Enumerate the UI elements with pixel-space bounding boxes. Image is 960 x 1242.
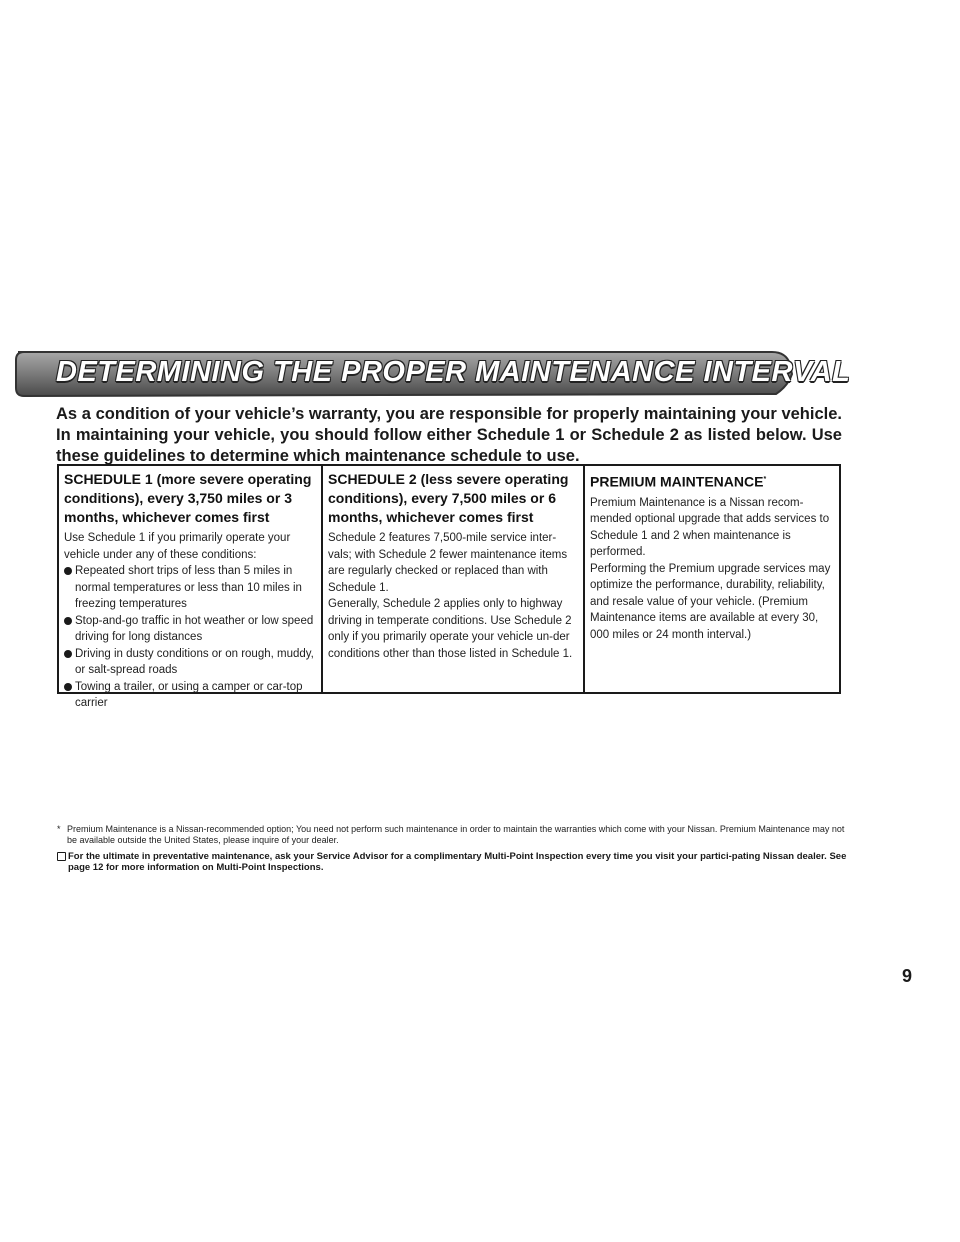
schedule1-column: [59, 466, 321, 709]
tip-text: For the ultimate in preventative maintenance, ask your Service Advisor for a complimentary Multi-Point Inspection every time you visit your partici-pating Nissan dealer. See page 12 for more information on Multi-Point Inspections.: [68, 851, 847, 873]
schedule2-column: [321, 466, 583, 692]
premium-title: [590, 470, 834, 492]
footnote-text: Premium Maintenance is a Nissan-recommended option; You need not perform such maintenance in order to maintain the warranties which come with your Nissan. Premium Maintenance may not be available outside the United States, please inquire of your dealer.: [67, 824, 845, 845]
condition-item: Repeated short trips of less than 5 miles in normal temperatures or less than 10 miles in freezing temperatures: [64, 563, 316, 613]
premium-paragraph: Performing the Premium upgrade services may optimize the performance, durability, reliability, and resale value of your vehicle. (Premium Maintenance items are available at every 30, 000 miles or 24 month interval.): [590, 562, 831, 641]
checkbox-icon: [57, 852, 66, 861]
schedule1-conditions: [64, 563, 316, 712]
section-banner: [14, 350, 851, 398]
inspection-tip: [57, 851, 847, 873]
schedule2-paragraph: Generally, Schedule 2 applies only to highway driving in temperate conditions. Use Schedule 2 only if you primarily operate your vehicle un-der conditions other than those listed in Schedule 1.: [328, 598, 573, 660]
schedule1-lead: Use Schedule 1 if you primarily operate your vehicle under any of these conditions:: [64, 532, 291, 561]
schedule-table: [57, 464, 841, 709]
schedule2-paragraph: Schedule 2 features 7,500-mile service inter-vals; with Schedule 2 fewer maintenance items are regularly checked or replaced than with Schedule 1.: [328, 532, 568, 594]
page-number: 9: [902, 966, 913, 986]
premium-asterisk: *: [763, 476, 767, 483]
footnote-asterisk: *: [57, 824, 61, 834]
condition-item: Towing a trailer, or using a camper or car-top carrier: [64, 679, 316, 712]
footnote: [57, 824, 847, 846]
intro-paragraph: As a condition of your vehicle’s warranty, you are responsible for properly maintaining your vehicle. In maintaining your vehicle, you should follow either Schedule 1 or Schedule 2 as listed below. Use these guidelines to determine which maintenance schedule to use.: [56, 405, 842, 465]
schedule2-title: SCHEDULE 2 (less severe operating conditions), every 7,500 miles or 6 months, whichever comes first: [328, 471, 569, 525]
premium-column: [583, 466, 839, 692]
condition-item: Stop-and-go traffic in hot weather or low speed driving for long distances: [64, 613, 316, 646]
premium-paragraph: Premium Maintenance is a Nissan recom-mended optional upgrade that adds services to Schedule 1 and 2 when maintenance is performed.: [590, 496, 830, 559]
premium-title-text: PREMIUM MAINTENANCE: [590, 473, 764, 490]
condition-item: Driving in dusty conditions or on rough, muddy, or salt-spread roads: [64, 646, 316, 679]
banner-title: DETERMINING THE PROPER MAINTENANCE INTERVAL: [56, 356, 851, 388]
schedule1-title: SCHEDULE 1 (more severe operating conditions), every 3,750 miles or 3 months, whichever comes first: [64, 471, 312, 525]
